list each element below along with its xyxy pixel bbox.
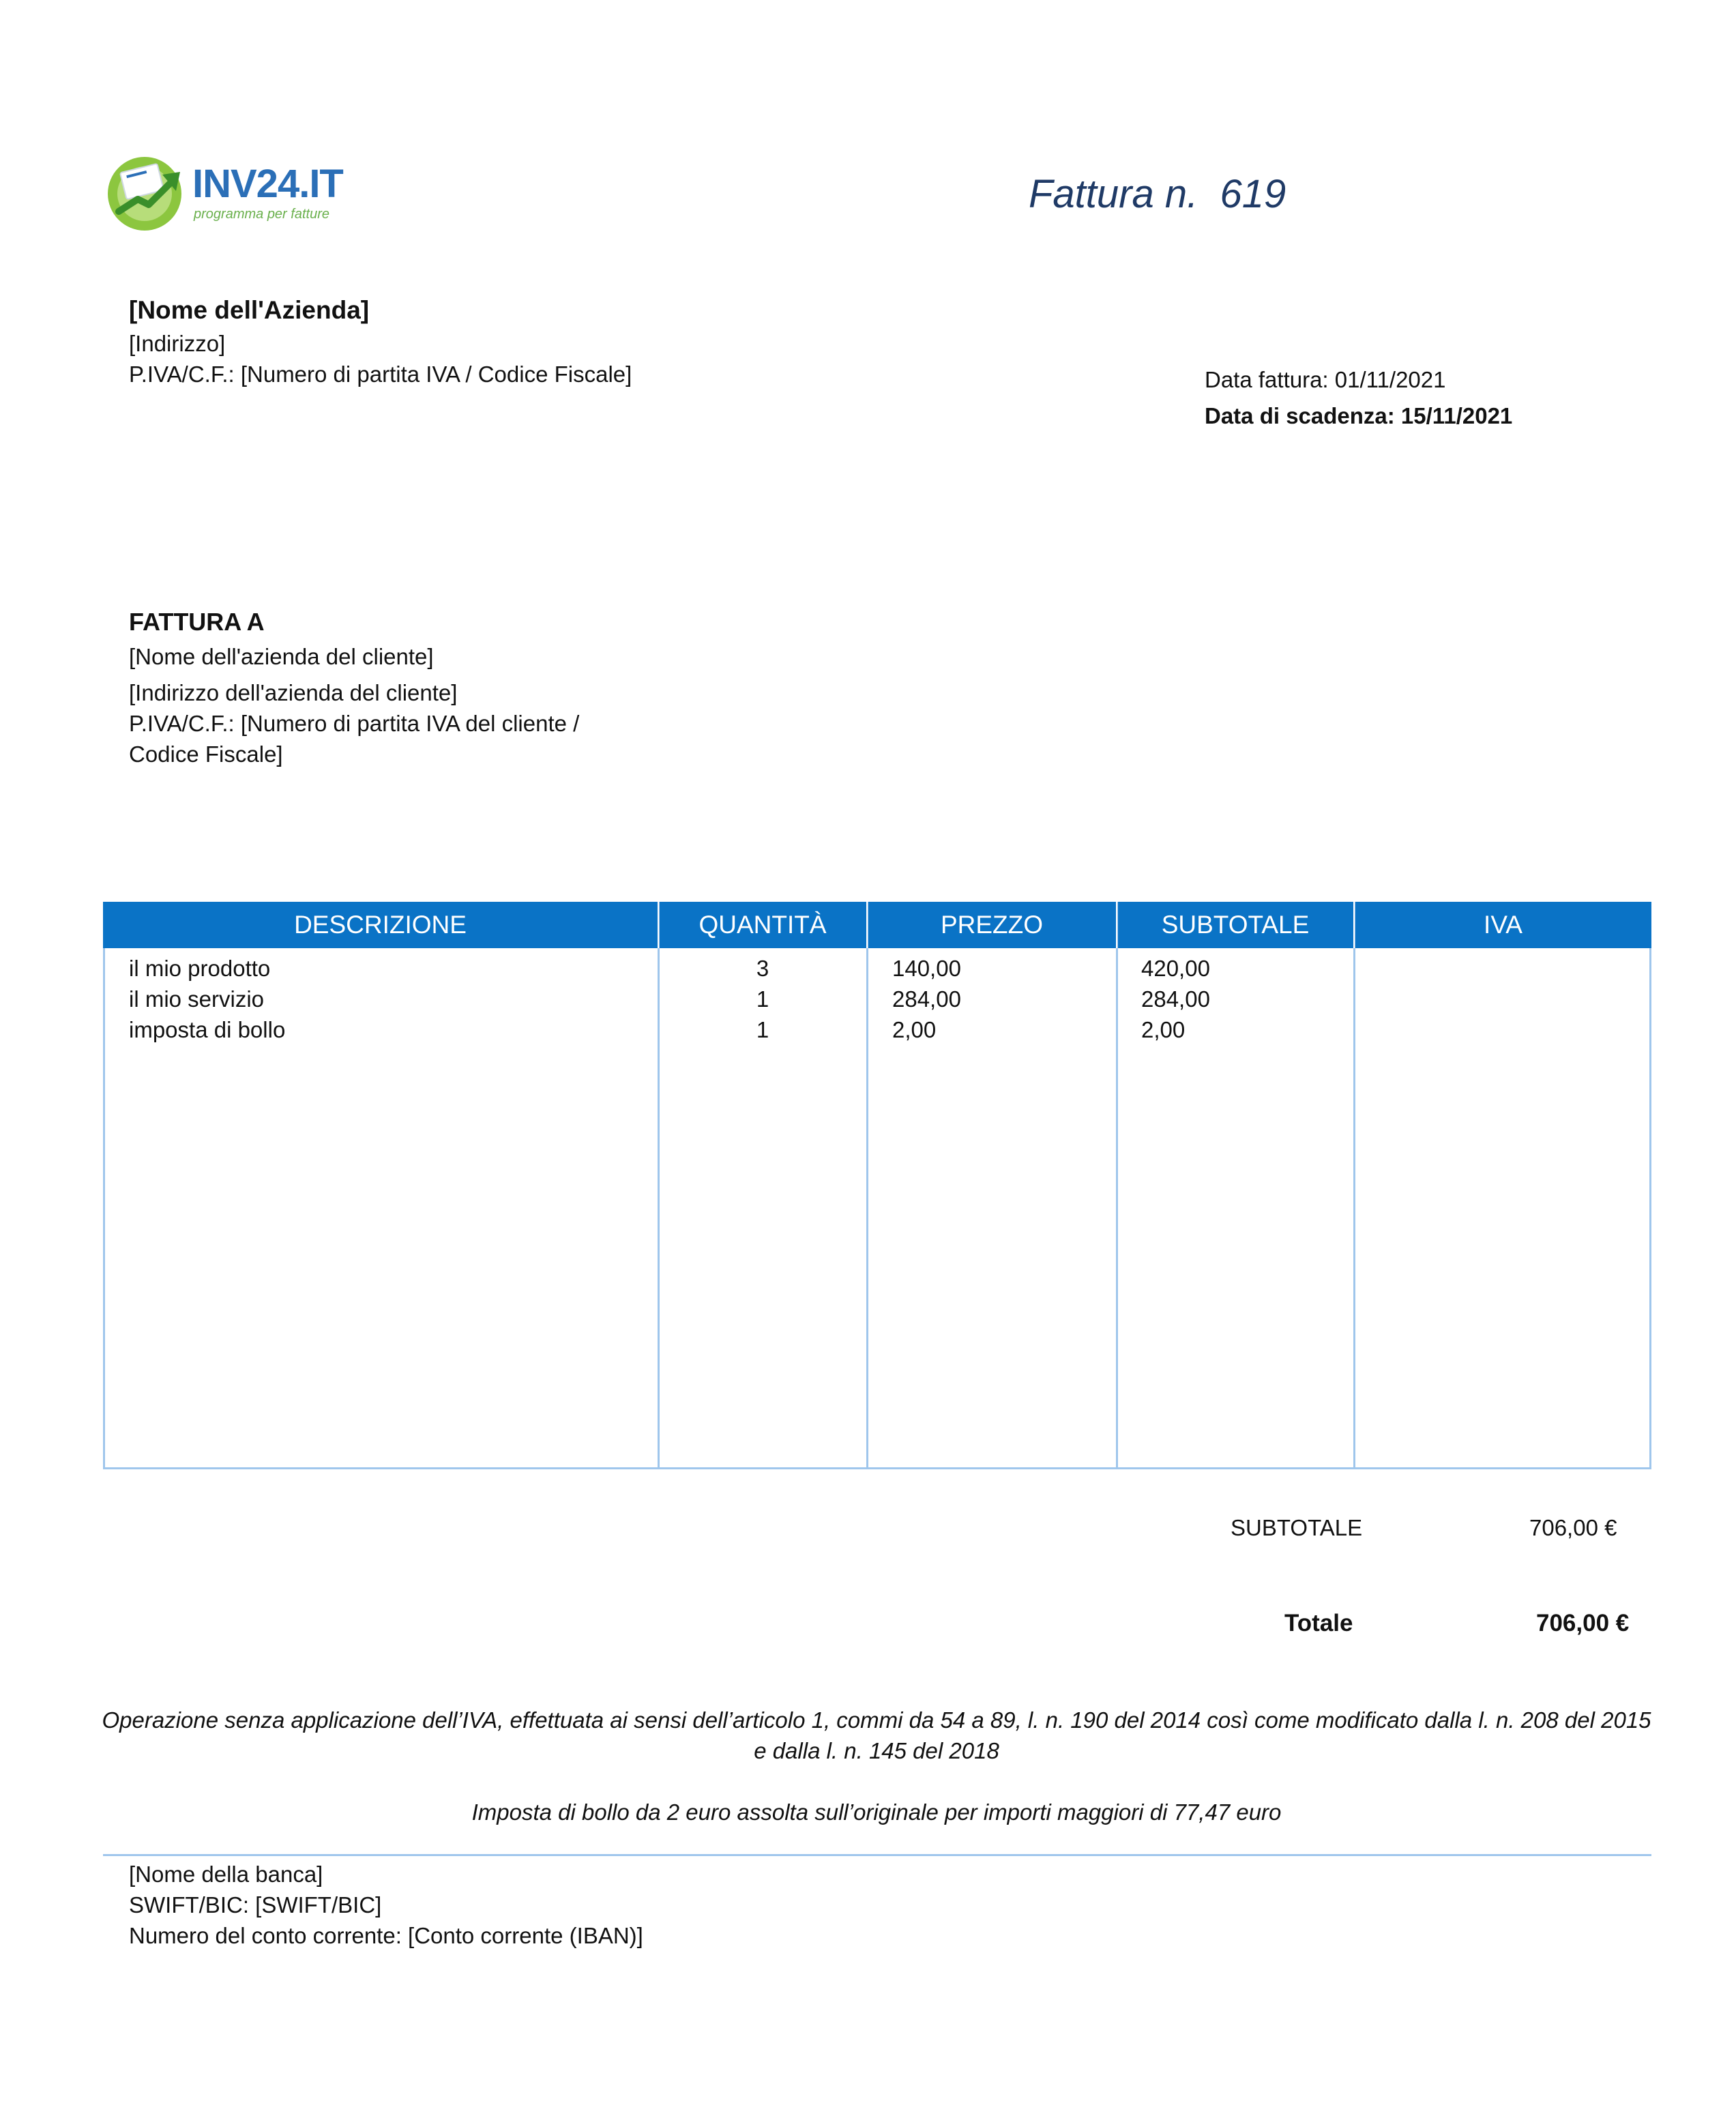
invoice-title: [1029, 171, 1286, 218]
item-quantity: 3: [756, 956, 769, 981]
stamp-duty-note: Imposta di bollo da 2 euro assolta sull’originale per importi maggiori di 77,47 euro: [471, 1799, 1282, 1825]
bill-to-title: FATTURA A: [129, 608, 265, 636]
invoice-title-label: Fattura n.: [1029, 172, 1198, 216]
item-subtotal: 420,00: [1141, 956, 1210, 981]
column-divider: [1353, 902, 1355, 1469]
client-name: [Nome dell'azienda del cliente]: [129, 644, 434, 669]
company-vat: P.IVA/C.F.: [Numero di partita IVA / Codice Fiscale]: [129, 362, 632, 387]
bank-name: [Nome della banca]: [129, 1862, 323, 1887]
total-value: 706,00 €: [1536, 1610, 1630, 1636]
items-table: [103, 902, 1651, 1469]
due-date: Data di scadenza: 15/11/2021: [1205, 403, 1513, 428]
logo-tagline: programma per fatture: [194, 207, 329, 222]
column-header-subtotal: SUBTOTALE: [1161, 911, 1310, 939]
client-address: [Indirizzo dell'azienda del cliente]: [129, 680, 458, 705]
subtotal-label: SUBTOTALE: [1231, 1515, 1363, 1540]
vat-exemption-note-continued: e dalla l. n. 145 del 2018: [754, 1738, 999, 1763]
item-price: 2,00: [892, 1017, 937, 1042]
company-name: [Nome dell'Azienda]: [129, 296, 370, 324]
divider: [103, 1854, 1651, 1856]
total-label: Totale: [1284, 1610, 1353, 1636]
client-vat: P.IVA/C.F.: [Numero di partita IVA del cliente /: [129, 711, 580, 736]
column-header-quantity: QUANTITÀ: [698, 911, 827, 939]
column-header-vat: IVA: [1484, 911, 1522, 939]
item-quantity: 1: [756, 986, 769, 1012]
company-address: [Indirizzo]: [129, 331, 226, 356]
vat-exemption-note: Operazione senza applicazione dell’IVA, effettuata ai sensi dell’articolo 1, commi da 54 a 89, l. n. 190 del 2014 così come modificato dalla l. n. 208 del 2015: [102, 1707, 1651, 1733]
item-price: 140,00: [892, 956, 961, 981]
item-subtotal: 284,00: [1141, 986, 1210, 1012]
column-divider: [866, 902, 868, 1469]
bank-swift: SWIFT/BIC: [SWIFT/BIC]: [129, 1892, 382, 1917]
item-quantity: 1: [756, 1017, 769, 1042]
invoice-date: Data fattura: 01/11/2021: [1205, 367, 1446, 392]
item-price: 284,00: [892, 986, 961, 1012]
logo-brand: INV24.IT: [192, 162, 343, 206]
column-header-description: DESCRIZIONE: [294, 911, 467, 939]
column-header-price: PREZZO: [940, 911, 1044, 939]
item-description: il mio prodotto: [129, 956, 271, 981]
item-description: il mio servizio: [129, 986, 265, 1012]
item-description: imposta di bollo: [129, 1017, 286, 1042]
subtotal-value: 706,00 €: [1529, 1515, 1617, 1540]
invoice-number: 619: [1220, 172, 1286, 216]
column-divider: [1116, 902, 1118, 1469]
client-vat-continued: Codice Fiscale]: [129, 741, 283, 767]
bank-account: Numero del conto corrente: [Conto corrente (IBAN)]: [129, 1923, 643, 1948]
item-subtotal: 2,00: [1141, 1017, 1186, 1042]
